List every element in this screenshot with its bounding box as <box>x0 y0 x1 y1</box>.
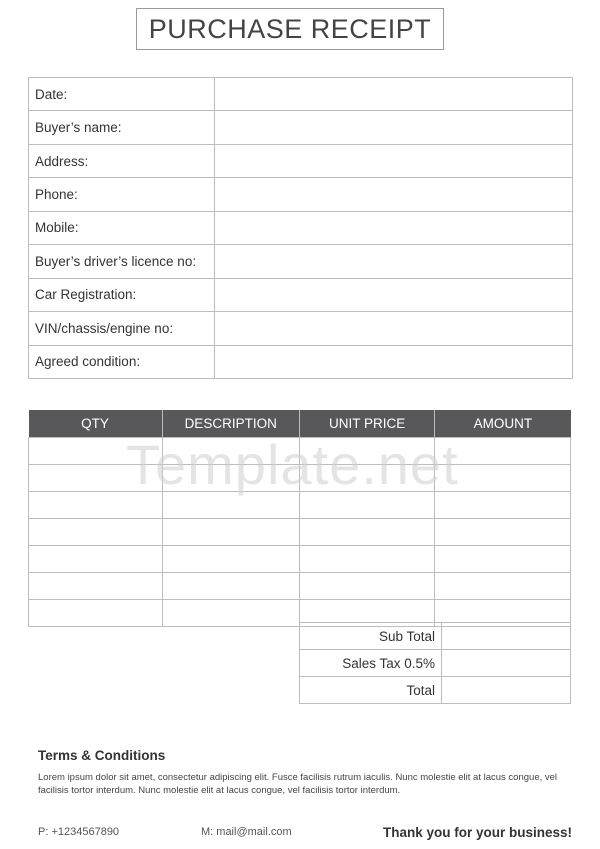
table-row <box>29 546 571 573</box>
totals-row-subtotal <box>300 623 571 650</box>
footer-phone: P: +1234567890 <box>38 826 120 838</box>
buyer-info-table <box>28 77 573 379</box>
cell-description[interactable] <box>162 519 299 546</box>
info-label: Phone: <box>29 178 215 211</box>
cell-amount[interactable] <box>435 546 571 573</box>
cell-qty[interactable] <box>29 438 163 465</box>
info-label: Buyer’s name: <box>29 111 215 144</box>
totals-table <box>299 622 571 704</box>
cell-qty[interactable] <box>29 600 163 627</box>
cell-qty[interactable] <box>29 465 163 492</box>
table-row <box>29 573 571 600</box>
info-label: Address: <box>29 144 215 177</box>
terms-heading: Terms & Conditions <box>38 748 166 763</box>
info-row-vin <box>29 312 573 345</box>
info-value-buyer-name[interactable] <box>215 111 573 144</box>
info-label: Agreed condition: <box>29 345 215 379</box>
cell-unit-price[interactable] <box>299 546 434 573</box>
cell-description[interactable] <box>162 438 299 465</box>
info-value-phone[interactable] <box>215 178 573 211</box>
sales-tax-label: Sales Tax 0.5% <box>300 650 442 677</box>
table-row <box>29 465 571 492</box>
info-label: Mobile: <box>29 211 215 244</box>
info-row-mobile <box>29 211 573 244</box>
info-label: VIN/chassis/engine no: <box>29 312 215 345</box>
cell-amount[interactable] <box>435 465 571 492</box>
total-value[interactable] <box>442 677 571 704</box>
info-value-date[interactable] <box>215 78 573 111</box>
total-label: Total <box>300 677 442 704</box>
cell-amount[interactable] <box>435 519 571 546</box>
cell-description[interactable] <box>162 573 299 600</box>
terms-text: Lorem ipsum dolor sit amet, consectetur adipiscing elit. Fusce facilisis rutrum iaculis. Nunc molestie elit at lacus congue, vel facilisis tortor interdum. Nunc molestie elit at lacus congue, vel facilisis tortor interdum. <box>38 772 558 796</box>
table-row <box>29 519 571 546</box>
cell-amount[interactable] <box>435 492 571 519</box>
info-value-mobile[interactable] <box>215 211 573 244</box>
column-header-qty: QTY <box>29 410 163 438</box>
table-row <box>29 438 571 465</box>
cell-description[interactable] <box>162 465 299 492</box>
cell-amount[interactable] <box>435 573 571 600</box>
info-value-car-registration[interactable] <box>215 278 573 311</box>
cell-description[interactable] <box>162 546 299 573</box>
info-value-address[interactable] <box>215 144 573 177</box>
column-header-description: DESCRIPTION <box>162 410 299 438</box>
sales-tax-value[interactable] <box>442 650 571 677</box>
footer-email: M: mail@mail.com <box>201 826 292 838</box>
cell-amount[interactable] <box>435 438 571 465</box>
info-label: Date: <box>29 78 215 111</box>
cell-description[interactable] <box>162 492 299 519</box>
cell-description[interactable] <box>162 600 299 627</box>
column-header-unit-price: UNIT PRICE <box>299 410 434 438</box>
cell-unit-price[interactable] <box>299 492 434 519</box>
cell-qty[interactable] <box>29 519 163 546</box>
subtotal-value[interactable] <box>442 623 571 650</box>
info-value-licence[interactable] <box>215 245 573 278</box>
items-header-row <box>29 410 571 438</box>
totals-row-sales-tax <box>300 650 571 677</box>
totals-row-total <box>300 677 571 704</box>
subtotal-label: Sub Total <box>300 623 442 650</box>
cell-unit-price[interactable] <box>299 519 434 546</box>
info-row-car-registration <box>29 278 573 311</box>
line-items-table <box>28 410 571 627</box>
receipt-title: PURCHASE RECEIPT <box>136 8 444 50</box>
column-header-amount: AMOUNT <box>435 410 571 438</box>
watermark: Template.net <box>126 433 459 496</box>
info-row-licence <box>29 245 573 278</box>
info-row-date <box>29 78 573 111</box>
info-label: Car Registration: <box>29 278 215 311</box>
cell-unit-price[interactable] <box>299 465 434 492</box>
info-label: Buyer’s driver’s licence no: <box>29 245 215 278</box>
footer-thanks: Thank you for your business! <box>382 825 572 840</box>
info-value-vin[interactable] <box>215 312 573 345</box>
cell-qty[interactable] <box>29 546 163 573</box>
info-row-phone <box>29 178 573 211</box>
info-row-buyer-name <box>29 111 573 144</box>
cell-qty[interactable] <box>29 492 163 519</box>
cell-qty[interactable] <box>29 573 163 600</box>
table-row <box>29 492 571 519</box>
cell-unit-price[interactable] <box>299 438 434 465</box>
cell-unit-price[interactable] <box>299 573 434 600</box>
info-value-agreed-condition[interactable] <box>215 345 573 379</box>
info-row-address <box>29 144 573 177</box>
info-row-agreed-condition <box>29 345 573 379</box>
